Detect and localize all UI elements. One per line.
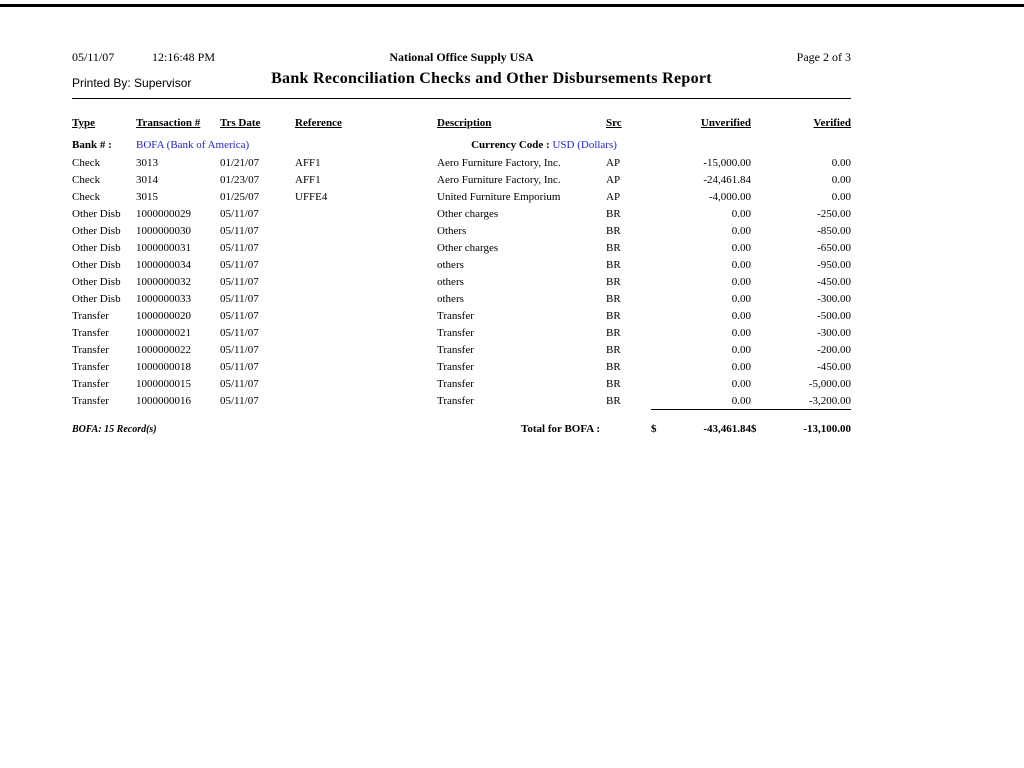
cell-src: AP (606, 156, 621, 169)
table-row (72, 341, 851, 358)
cell-ver: -650.00 (817, 241, 851, 254)
cell-ref (295, 392, 437, 410)
cell-desc: United Furniture Emporium (437, 190, 561, 203)
cell-ref (295, 205, 437, 222)
cell-ref (295, 358, 437, 375)
bank-label: Bank # : (72, 139, 112, 151)
cell-desc: Transfer (437, 360, 474, 373)
cell-unv: 0.00 (731, 394, 751, 407)
cell-txn: 1000000032 (136, 275, 191, 288)
table-row (72, 205, 851, 222)
cell-txn: 1000000016 (136, 394, 191, 407)
cell-desc: others (437, 258, 464, 271)
table-header (72, 109, 851, 129)
cell-ref (295, 239, 437, 256)
cell-type: Transfer (72, 360, 109, 373)
report-title: Bank Reconciliation Checks and Other Disbursements Report (271, 70, 712, 87)
cell-unv: 0.00 (731, 258, 751, 271)
cell-txn: 1000000033 (136, 292, 191, 305)
cell-src: AP (606, 190, 621, 203)
cell-src: BR (606, 394, 621, 407)
cell-src: BR (606, 360, 621, 373)
currency-symbol: $ (751, 423, 757, 435)
cell-txn: 1000000034 (136, 258, 191, 271)
col-header-transaction: Transaction # (136, 117, 201, 129)
cell-desc: Others (437, 224, 467, 237)
cell-txn: 1000000020 (136, 309, 191, 322)
printed-by: Printed By: Supervisor (72, 76, 192, 90)
table-row (72, 222, 851, 239)
cell-date: 05/11/07 (220, 258, 259, 271)
table-row (72, 375, 851, 392)
header-row (72, 109, 851, 129)
cell-desc: Aero Furniture Factory, Inc. (437, 173, 561, 186)
cell-txn: 3014 (136, 173, 158, 186)
col-header-reference: Reference (295, 117, 342, 129)
col-header-trsdate: Trs Date (220, 117, 261, 129)
cell-src: BR (606, 377, 621, 390)
cell-src: BR (606, 292, 621, 305)
cell-date: 05/11/07 (220, 275, 259, 288)
cell-ver: 0.00 (831, 190, 851, 203)
cell-date: 05/11/07 (220, 326, 259, 339)
cell-ver: -500.00 (817, 309, 851, 322)
cell-ver: -5,000.00 (808, 377, 851, 390)
cell-txn: 1000000022 (136, 343, 191, 356)
cell-date: 05/11/07 (220, 241, 259, 254)
total-verified-value: -13,100.00 (803, 423, 851, 435)
report-rows (72, 129, 851, 410)
table-row (72, 324, 851, 341)
cell-txn: 1000000031 (136, 241, 191, 254)
cell-unv: 0.00 (731, 309, 751, 322)
header-rule (72, 98, 851, 99)
cell-unv: 0.00 (731, 207, 751, 220)
currency-symbol: $ (651, 423, 657, 435)
cell-type: Other Disb (72, 241, 121, 254)
cell-date: 05/11/07 (220, 292, 259, 305)
cell-desc: others (437, 275, 464, 288)
total-label: Total for BOFA : (521, 423, 600, 435)
table-row (72, 358, 851, 375)
cell-unv: -15,000.00 (703, 156, 751, 169)
table-row (72, 290, 851, 307)
cell-desc: Other charges (437, 241, 499, 254)
cell-type: Other Disb (72, 224, 121, 237)
total-unverified-value: -43,461.84 (703, 423, 751, 435)
cell-ref (295, 324, 437, 341)
table-row (72, 273, 851, 290)
cell-src: BR (606, 207, 621, 220)
cell-ref (295, 290, 437, 307)
bank-value: BOFA (Bank of America) (136, 139, 250, 151)
cell-date: 01/25/07 (220, 190, 260, 203)
cell-unv: -4,000.00 (708, 190, 751, 203)
cell-date: 05/11/07 (220, 360, 259, 373)
total-unverified-cell (651, 410, 751, 436)
cell-txn: 1000000030 (136, 224, 191, 237)
cell-txn: 1000000029 (136, 207, 191, 220)
page-top-rule (0, 4, 1024, 7)
table-row (72, 171, 851, 188)
cell-type: Check (72, 190, 101, 203)
report-header-row2 (72, 68, 851, 96)
cell-type: Transfer (72, 343, 109, 356)
col-header-description: Description (437, 117, 492, 129)
cell-ref (295, 375, 437, 392)
cell-unv: 0.00 (731, 241, 751, 254)
report-date: 05/11/07 (72, 50, 115, 64)
cell-unv: 0.00 (731, 360, 751, 373)
cell-src: BR (606, 224, 621, 237)
cell-date: 05/11/07 (220, 207, 259, 220)
cell-src: BR (606, 241, 621, 254)
currency-cell (437, 129, 651, 154)
cell-date: 05/11/07 (220, 309, 259, 322)
table-row (72, 256, 851, 273)
cell-src: BR (606, 343, 621, 356)
cell-unv: 0.00 (731, 292, 751, 305)
currency-value: USD (Dollars) (552, 139, 617, 151)
cell-date: 05/11/07 (220, 394, 259, 407)
col-header-unverified: Unverified (700, 117, 751, 129)
cell-src: BR (606, 258, 621, 271)
cell-unv: 0.00 (731, 326, 751, 339)
total-row (72, 410, 851, 436)
cell-desc: Aero Furniture Factory, Inc. (437, 156, 561, 169)
cell-type: Check (72, 156, 101, 169)
cell-ref (295, 222, 437, 239)
cell-src: AP (606, 173, 621, 186)
cell-type: Transfer (72, 309, 109, 322)
report-header-row1 (72, 48, 851, 68)
cell-ver: -850.00 (817, 224, 851, 237)
report-page (72, 48, 851, 435)
bank-row-spacer (751, 129, 851, 154)
cell-desc: Transfer (437, 377, 474, 390)
cell-type: Other Disb (72, 275, 121, 288)
cell-date: 05/11/07 (220, 377, 259, 390)
cell-unv: 0.00 (731, 343, 751, 356)
cell-unv: -24,461.84 (703, 173, 751, 186)
cell-txn: 1000000018 (136, 360, 191, 373)
cell-type: Transfer (72, 394, 109, 407)
cell-desc: others (437, 292, 464, 305)
cell-ref (295, 273, 437, 290)
cell-unv: 0.00 (731, 377, 751, 390)
currency-label: Currency Code : (471, 139, 550, 151)
page-number: Page 2 of 3 (796, 50, 851, 64)
cell-type: Transfer (72, 326, 109, 339)
cell-date: 05/11/07 (220, 224, 259, 237)
cell-unv: 0.00 (731, 275, 751, 288)
cell-src: BR (606, 309, 621, 322)
cell-ref: AFF1 (295, 156, 321, 169)
cell-ref (295, 256, 437, 273)
table-row (72, 154, 851, 171)
cell-ver: -450.00 (817, 275, 851, 288)
col-header-type: Type (72, 117, 96, 129)
col-header-src: Src (606, 117, 622, 129)
cell-ver: -950.00 (817, 258, 851, 271)
table-row (72, 188, 851, 205)
table-row (72, 307, 851, 324)
cell-date: 01/23/07 (220, 173, 260, 186)
cell-type: Check (72, 173, 101, 186)
cell-desc: Transfer (437, 309, 474, 322)
cell-type: Transfer (72, 377, 109, 390)
table-row (72, 239, 851, 256)
cell-src: BR (606, 275, 621, 288)
cell-ref (295, 341, 437, 358)
total-row-spacer (606, 410, 651, 436)
cell-txn: 3013 (136, 156, 158, 169)
company-name: National Office Supply USA (389, 50, 534, 64)
cell-type: Other Disb (72, 292, 121, 305)
cell-ref (295, 307, 437, 324)
cell-ver: 0.00 (831, 156, 851, 169)
cell-type: Other Disb (72, 258, 121, 271)
bank-row (72, 129, 851, 154)
col-header-verified: Verified (813, 117, 851, 129)
record-count: BOFA: 15 Record(s) (72, 424, 157, 435)
cell-ver: -250.00 (817, 207, 851, 220)
bank-row-spacer (651, 129, 751, 154)
cell-ver: 0.00 (831, 173, 851, 186)
cell-txn: 1000000021 (136, 326, 191, 339)
cell-ver: -450.00 (817, 360, 851, 373)
cell-desc: Other charges (437, 207, 499, 220)
cell-unv: 0.00 (731, 224, 751, 237)
cell-src: BR (606, 326, 621, 339)
cell-ver: -300.00 (817, 292, 851, 305)
cell-ver: -3,200.00 (808, 394, 851, 407)
cell-date: 05/11/07 (220, 343, 259, 356)
cell-ver: -300.00 (817, 326, 851, 339)
cell-desc: Transfer (437, 343, 474, 356)
cell-txn: 3015 (136, 190, 158, 203)
cell-desc: Transfer (437, 326, 474, 339)
report-table (72, 109, 851, 435)
cell-ref: AFF1 (295, 173, 321, 186)
cell-desc: Transfer (437, 394, 474, 407)
cell-date: 01/21/07 (220, 156, 260, 169)
cell-txn: 1000000015 (136, 377, 191, 390)
table-row (72, 392, 851, 410)
cell-type: Other Disb (72, 207, 121, 220)
cell-ref: UFFE4 (295, 190, 328, 203)
report-time: 12:16:48 PM (152, 50, 216, 64)
total-verified-cell (751, 410, 851, 436)
cell-ver: -200.00 (817, 343, 851, 356)
table-footer (72, 410, 851, 436)
